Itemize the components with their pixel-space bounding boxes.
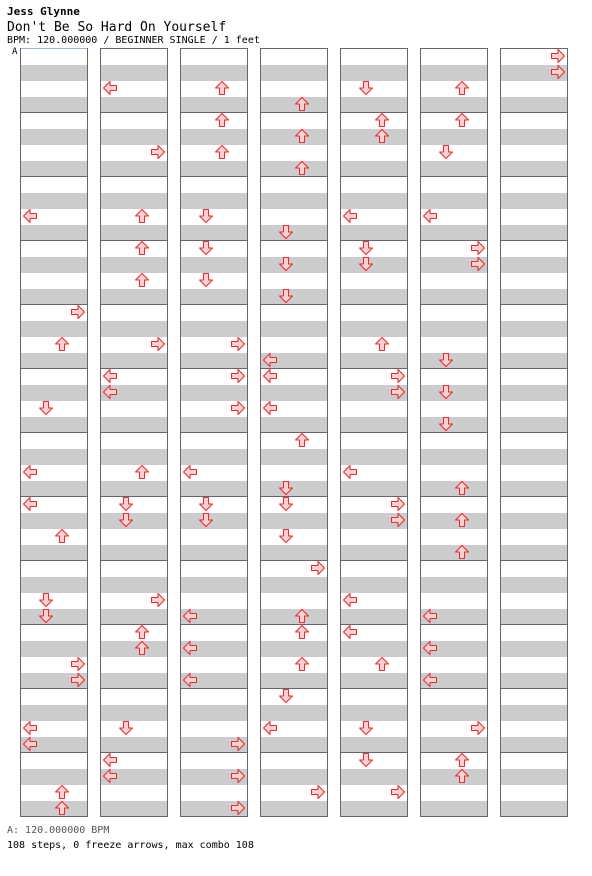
arrow-down-icon [38,608,54,624]
measure [500,496,568,560]
arrow-down-icon [358,752,374,768]
arrow-up-icon [454,112,470,128]
arrow-down-icon [118,512,134,528]
measure [420,368,488,432]
arrow-left-icon [102,368,118,384]
arrow-right-icon [70,656,86,672]
arrow-right-icon [150,336,166,352]
arrow-right-icon [70,304,86,320]
measure [500,752,568,817]
measure [500,240,568,304]
arrow-down-icon [358,720,374,736]
arrow-down-icon [358,256,374,272]
arrow-left-icon [22,736,38,752]
arrow-up-icon [214,80,230,96]
arrow-right-icon [230,400,246,416]
arrow-right-icon [150,592,166,608]
arrow-up-icon [294,432,310,448]
arrow-left-icon [422,208,438,224]
arrow-up-icon [54,336,70,352]
arrow-down-icon [278,288,294,304]
arrow-right-icon [390,496,406,512]
artist-name: Jess Glynne [7,5,80,18]
arrow-right-icon [230,768,246,784]
measure [500,368,568,432]
arrow-left-icon [262,400,278,416]
measure [260,496,328,560]
arrow-up-icon [294,624,310,640]
arrow-right-icon [470,720,486,736]
step-stats: 108 steps, 0 freeze arrows, max combo 108 [7,840,254,851]
arrow-right-icon [390,368,406,384]
arrow-down-icon [278,688,294,704]
arrow-down-icon [118,720,134,736]
song-title: Don't Be So Hard On Yourself [7,20,227,35]
arrow-right-icon [150,144,166,160]
measure [500,688,568,752]
arrow-up-icon [54,784,70,800]
arrow-left-icon [342,208,358,224]
arrow-left-icon [342,624,358,640]
arrow-down-icon [278,496,294,512]
arrow-up-icon [454,544,470,560]
measure [500,432,568,496]
arrow-left-icon [22,496,38,512]
arrow-right-icon [230,368,246,384]
arrow-down-icon [198,240,214,256]
measure [100,496,168,560]
arrow-up-icon [134,272,150,288]
arrow-up-icon [374,656,390,672]
arrow-right-icon [310,560,326,576]
bpm-change-line [21,48,87,49]
measure [500,304,568,368]
measure [20,48,88,112]
arrow-down-icon [438,384,454,400]
arrow-left-icon [182,640,198,656]
measure [500,112,568,176]
measure [420,304,488,368]
arrow-up-icon [294,96,310,112]
arrow-left-icon [22,464,38,480]
arrow-up-icon [294,608,310,624]
arrow-left-icon [182,464,198,480]
arrow-right-icon [310,784,326,800]
chart-column-7 [500,48,568,816]
arrow-left-icon [182,608,198,624]
measure [500,176,568,240]
arrow-up-icon [54,528,70,544]
measure [260,176,328,240]
measure [180,496,248,560]
chart-column-3 [180,48,248,816]
arrow-left-icon [262,720,278,736]
arrow-right-icon [390,384,406,400]
arrow-left-icon [102,752,118,768]
measure [500,624,568,688]
arrow-left-icon [342,464,358,480]
arrow-up-icon [454,512,470,528]
arrow-down-icon [358,240,374,256]
arrow-left-icon [422,640,438,656]
arrow-down-icon [358,80,374,96]
arrow-left-icon [182,672,198,688]
arrow-up-icon [134,240,150,256]
arrow-right-icon [390,512,406,528]
arrow-up-icon [134,208,150,224]
arrow-up-icon [454,768,470,784]
arrow-up-icon [214,112,230,128]
measure [20,368,88,432]
arrow-down-icon [38,592,54,608]
arrow-right-icon [230,800,246,816]
arrow-down-icon [198,512,214,528]
arrow-right-icon [550,48,566,64]
arrow-right-icon [470,256,486,272]
measure [20,240,88,304]
arrow-down-icon [278,480,294,496]
arrow-down-icon [278,528,294,544]
measure [340,688,408,752]
arrow-left-icon [102,384,118,400]
arrow-left-icon [422,608,438,624]
arrow-left-icon [102,80,118,96]
measure [340,240,408,304]
bpm-legend: A: 120.000000 BPM [7,825,110,836]
bpm-marker-label: A [12,47,18,57]
arrow-right-icon [470,240,486,256]
measure [20,560,88,624]
arrow-left-icon [422,672,438,688]
arrow-left-icon [22,720,38,736]
chart-column-6 [420,48,488,816]
arrow-up-icon [374,128,390,144]
chart-column-4 [260,48,328,816]
arrow-up-icon [374,336,390,352]
arrow-left-icon [102,768,118,784]
arrow-down-icon [438,352,454,368]
measure [100,688,168,752]
measure [340,48,408,112]
chart-column-1 [20,48,88,816]
arrow-up-icon [134,640,150,656]
arrow-right-icon [230,736,246,752]
arrow-up-icon [454,480,470,496]
arrow-up-icon [134,464,150,480]
arrow-right-icon [70,672,86,688]
arrow-up-icon [294,128,310,144]
arrow-up-icon [294,160,310,176]
arrow-down-icon [278,256,294,272]
arrow-left-icon [262,352,278,368]
arrow-down-icon [438,144,454,160]
measure [500,560,568,624]
chart-column-2 [100,48,168,816]
arrow-up-icon [454,752,470,768]
chart-info: BPM: 120.000000 / BEGINNER SINGLE / 1 feet [7,35,260,46]
arrow-left-icon [22,208,38,224]
arrow-down-icon [198,496,214,512]
arrow-left-icon [342,592,358,608]
arrow-down-icon [438,416,454,432]
arrow-up-icon [294,656,310,672]
arrow-right-icon [230,336,246,352]
measure [20,112,88,176]
arrow-right-icon [390,784,406,800]
arrow-down-icon [38,400,54,416]
measure [180,176,248,240]
arrow-right-icon [550,64,566,80]
measure [180,240,248,304]
arrow-up-icon [214,144,230,160]
chart-column-5 [340,48,408,816]
arrow-up-icon [54,800,70,816]
arrow-down-icon [198,208,214,224]
arrow-up-icon [134,624,150,640]
arrow-down-icon [198,272,214,288]
arrow-up-icon [374,112,390,128]
arrow-up-icon [454,80,470,96]
arrow-down-icon [278,224,294,240]
measure [260,240,328,304]
arrow-left-icon [262,368,278,384]
arrow-down-icon [118,496,134,512]
